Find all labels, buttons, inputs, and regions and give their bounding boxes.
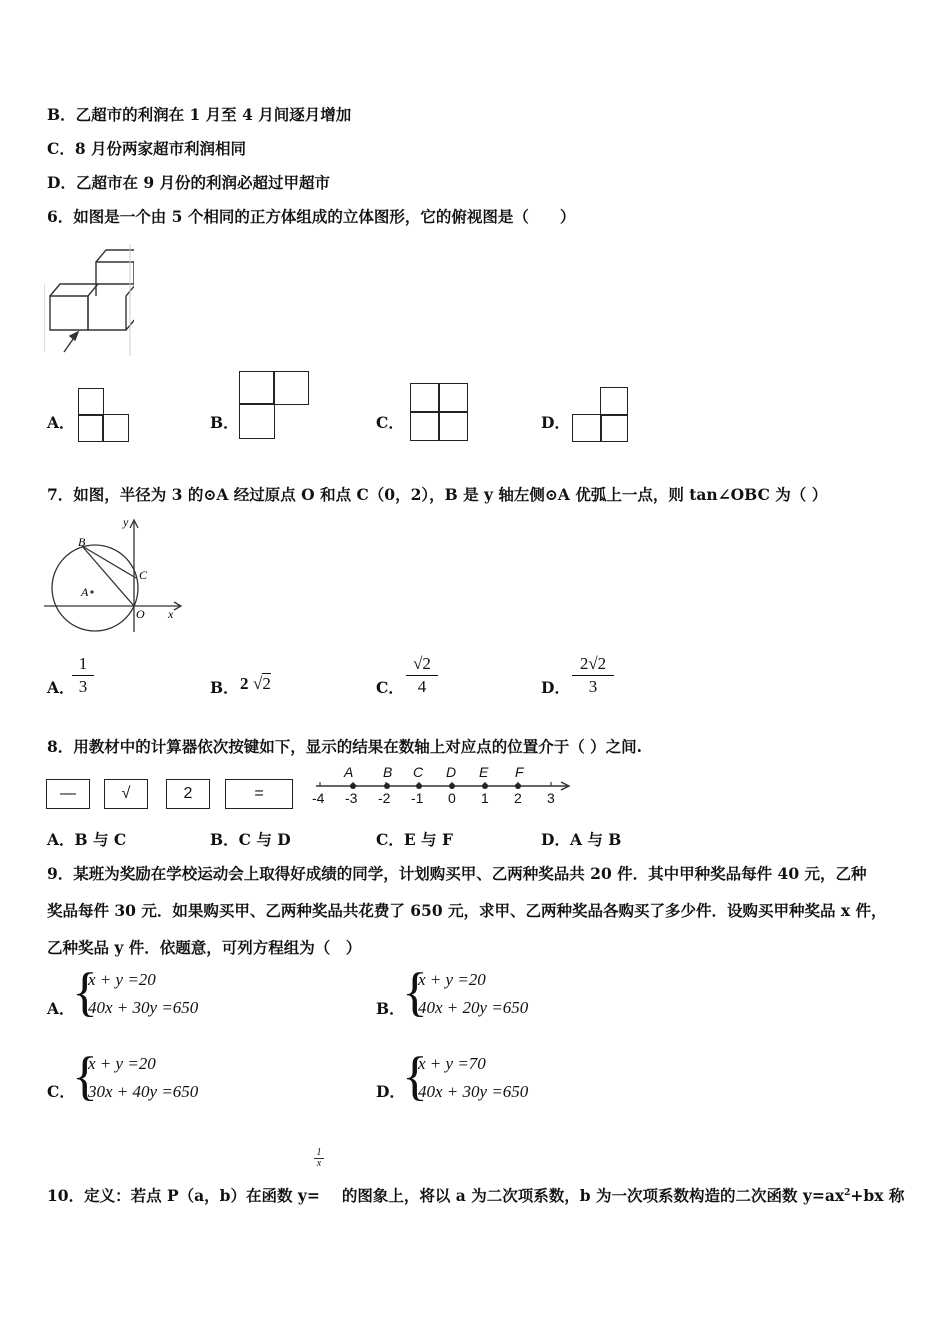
point-label-c: C — [413, 764, 424, 780]
q10-fraction — [314, 1148, 324, 1169]
calc-key-minus: — — [46, 779, 90, 809]
q7-option-d-fraction — [572, 654, 614, 697]
q9-option-c-label: C． — [47, 1082, 75, 1101]
q6-a-square — [102, 414, 129, 442]
q10-superscript: 2 — [844, 1187, 851, 1198]
q7-option-d-label: D． — [541, 678, 570, 697]
q6-option-b-label: B． — [210, 413, 239, 432]
q6-c-square — [438, 383, 468, 413]
axis-number: -4 — [312, 790, 325, 806]
q6-solid-figure — [44, 244, 134, 356]
calc-key-2: 2 — [166, 779, 210, 809]
q7-label-b: B — [78, 535, 86, 549]
q10-stem-a: 10．定义：若点 P（a，b）在函数 y= — [47, 1186, 320, 1205]
point-label-e: E — [479, 764, 489, 780]
numerator: 2√2 — [579, 654, 607, 673]
q9-a-eq1: x + y =20 — [88, 970, 156, 989]
q9-c-eq2: 30x + 40y =650 — [88, 1082, 199, 1101]
q6-b-square — [239, 371, 275, 405]
axis-number: -1 — [411, 790, 424, 806]
q9-stem-line-2: 奖品每件 30 元．如果购买甲、乙两种奖品共花费了 650 元，求甲、乙两种奖品各购买了多少件．设购买甲种奖品 x 件， — [47, 901, 887, 920]
q7-circle-figure — [42, 512, 192, 636]
q10-stem-c: +bx 称 — [850, 1186, 905, 1205]
q7-stem: 7．如图，半径为 3 的⊙A 经过原点 O 和点 C（0，2），B 是 y 轴左侧⊙A 优弧上一点，则 tan∠OBC 为（ ） — [47, 485, 828, 504]
point-label-d: D — [446, 764, 457, 780]
q6-c-square — [438, 411, 468, 441]
axis-number: -3 — [345, 790, 358, 806]
q9-c-eq1: x + y =20 — [88, 1054, 156, 1073]
q6-d-square — [572, 414, 602, 442]
q6-option-c-label: C． — [376, 413, 404, 432]
q6-c-square — [410, 383, 440, 413]
axis-number: -2 — [378, 790, 391, 806]
q8-option-a: A．B 与 C — [47, 830, 127, 849]
point-label-a: A — [344, 764, 354, 780]
calc-key-equals: = — [225, 779, 293, 809]
q8-option-b: B．C 与 D — [210, 830, 291, 849]
left-brace: { — [402, 962, 428, 1022]
q7-label-a: A — [81, 585, 89, 599]
denominator: 3 — [588, 677, 598, 696]
q7-option-c-fraction — [406, 654, 438, 697]
q9-stem-line-3: 乙种奖品 y 件．依题意，可列方程组为（ ） — [47, 938, 362, 957]
q5-option-d: D．乙超市在 9 月份的利润必超过甲超市 — [47, 173, 331, 192]
q6-a-square — [78, 388, 104, 416]
axis-number: 1 — [481, 790, 489, 806]
denominator: 4 — [417, 677, 427, 696]
q9-b-eq2: 40x + 20y =650 — [418, 998, 529, 1017]
q6-c-square — [410, 411, 440, 441]
q7-label-o: O — [136, 607, 145, 621]
q7-option-b-label: B． — [210, 678, 239, 697]
q9-d-eq2: 40x + 30y =650 — [418, 1082, 529, 1101]
q7-option-a-label: A． — [47, 678, 75, 697]
axis-number: 0 — [448, 790, 456, 806]
q10-stem — [47, 1184, 904, 1206]
q8-option-c: C．E 与 F — [376, 830, 453, 849]
point-label-b: B — [383, 764, 393, 780]
q7-label-x: x — [168, 607, 174, 621]
q7-option-b-radical: √2 — [253, 674, 271, 693]
q9-option-b-label: B． — [376, 999, 405, 1018]
denominator: 3 — [78, 677, 88, 696]
axis-number: 3 — [547, 790, 555, 806]
axis-number: 2 — [514, 790, 522, 806]
q9-stem-line-1: 9．某班为奖励在学校运动会上取得好成绩的同学，计划购买甲、乙两种奖品共 20 件．其中甲种奖品每件 40 元，乙种 — [47, 864, 867, 883]
q6-stem: 6．如图是一个由 5 个相同的正方体组成的立体图形，它的俯视图是（ ） — [47, 207, 576, 226]
q7-label-c: C — [139, 568, 148, 582]
radicand: 2 — [262, 674, 271, 693]
q9-option-d-label: D． — [376, 1082, 405, 1101]
q9-option-a-label: A． — [47, 999, 75, 1018]
q6-d-square — [600, 387, 628, 416]
q9-a-eq2: 40x + 30y =650 — [88, 998, 199, 1017]
q7-option-c-label: C． — [376, 678, 404, 697]
q6-d-square — [600, 414, 628, 442]
left-brace: { — [72, 962, 98, 1022]
calc-key-sqrt: √ — [104, 779, 148, 809]
q6-option-a-label: A． — [47, 413, 75, 432]
q10-stem-b: 的图象上，将以 a 为二次项系数，b 为一次项系数构造的二次函数 y=ax — [341, 1186, 845, 1205]
q7-label-y: y — [123, 515, 129, 529]
q5-option-b: B．乙超市的利润在 1 月至 4 月间逐月增加 — [47, 105, 352, 124]
q9-b-eq1: x + y =20 — [418, 970, 486, 989]
q6-b-square — [239, 403, 275, 439]
q9-d-eq1: x + y =70 — [418, 1054, 486, 1073]
q6-a-square — [78, 414, 104, 442]
left-brace: { — [402, 1046, 428, 1106]
point-label-f: F — [515, 764, 524, 780]
denominator: x — [316, 1158, 322, 1169]
q6-option-d-label: D． — [541, 413, 570, 432]
q5-option-c: C．8 月份两家超市利润相同 — [47, 139, 247, 158]
q7-option-b-coef: 2 — [240, 674, 249, 693]
numerator: √2 — [413, 654, 431, 673]
numerator: 1 — [78, 654, 88, 673]
q7-option-a-fraction — [72, 654, 94, 697]
q8-stem: 8．用教材中的计算器依次按键如下，显示的结果在数轴上对应点的位置介于（ ）之间. — [47, 737, 643, 756]
q8-option-d: D．A 与 B — [541, 830, 622, 849]
left-brace: { — [72, 1046, 98, 1106]
numerator: 1 — [316, 1147, 322, 1158]
q6-b-square — [273, 371, 309, 405]
